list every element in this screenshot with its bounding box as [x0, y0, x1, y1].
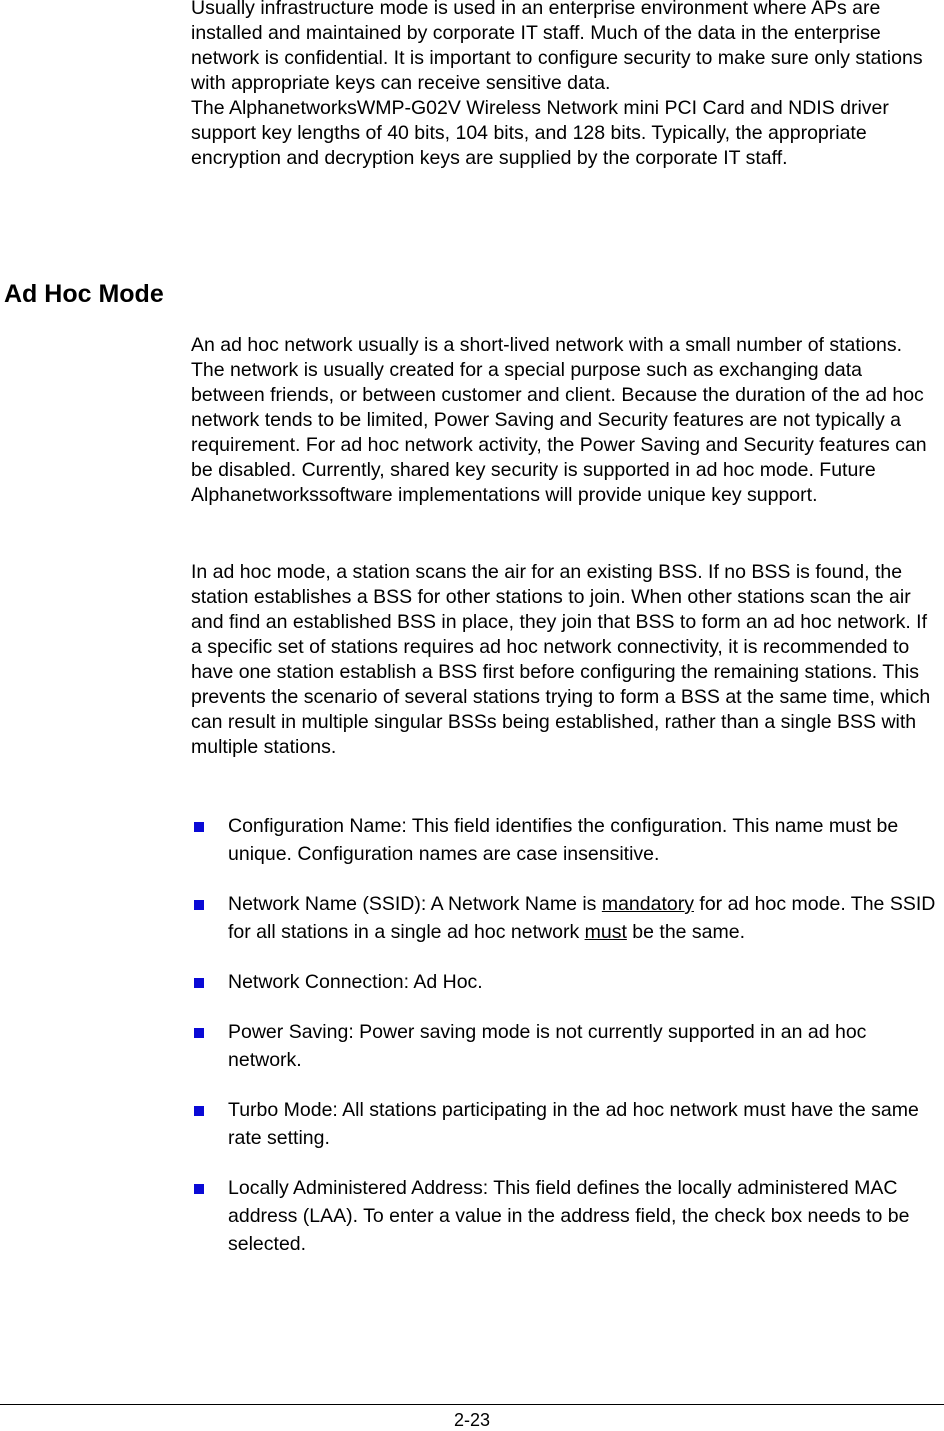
intro-text	[191, 0, 939, 171]
footer-divider	[0, 1404, 944, 1405]
square-bullet-icon	[194, 1028, 204, 1038]
bullet-text: Power Saving: Power saving mode is not currently supported in an ad hoc network.	[228, 1021, 867, 1071]
intro-paragraph-1: Usually infrastructure mode is used in an enterprise environment where APs are installed and maintained by corporate IT staff. Much of the data in the enterprise network is confidential. It is important to configure security to make sure only stations with appropriate keys can receive sensitive data.	[191, 0, 923, 94]
bullet-network-connection	[191, 968, 939, 996]
square-bullet-icon	[194, 900, 204, 910]
square-bullet-icon	[194, 1184, 204, 1194]
underlined-mandatory: mandatory	[601, 893, 694, 915]
bullet-text: Network Connection: Ad Hoc.	[228, 971, 483, 993]
bullet-text: Configuration Name: This field identifies the configuration. This name must be unique. Configuration names are case insensitive.	[228, 815, 899, 865]
bullet-text-part: be the same.	[626, 921, 746, 943]
bullet-network-name	[191, 890, 939, 946]
bullet-text: Locally Administered Address: This field defines the locally administered MAC address (LAA). To enter a value in the address field, the check box needs to be selected.	[228, 1177, 910, 1255]
bullet-text: Turbo Mode: All stations participating in the ad hoc network must have the same rate setting.	[228, 1099, 919, 1149]
settings-bullet-list	[191, 812, 939, 1280]
page-number: 2-23	[453, 1410, 491, 1430]
bullet-text-part: Network Name (SSID): A Network Name is	[228, 893, 602, 915]
square-bullet-icon	[194, 978, 204, 988]
bullet-turbo-mode	[191, 1096, 939, 1152]
bullet-text-part: for ad hoc mode. The SSID for all stations in a single ad hoc network	[228, 893, 936, 943]
bullet-power-saving	[191, 1018, 939, 1074]
section-heading: Ad Hoc Mode	[4, 280, 164, 308]
bullet-configuration-name	[191, 812, 939, 868]
intro-paragraph-2: The AlphanetworksWMP-G02V Wireless Network mini PCI Card and NDIS driver support key lengths of 40 bits, 104 bits, and 128 bits. Typically, the appropriate encryption and decryption keys are supplied by the corporate IT staff.	[191, 97, 889, 169]
bullet-locally-administered-address	[191, 1174, 939, 1258]
square-bullet-icon	[194, 1106, 204, 1116]
underlined-must: must	[584, 921, 627, 943]
square-bullet-icon	[194, 822, 204, 832]
section-paragraph-1: An ad hoc network usually is a short-lived network with a small number of stations. The network is usually created for a special purpose such as exchanging data between friends, or between customer and client. Because the duration of the ad hoc network tends to be limited, Power Saving and Security features are not typically a requirement. For ad hoc network activity, the Power Saving and Security features can be disabled. Currently, shared key security is supported in ad hoc mode. Future Alphanetworkssoftware implementations will provide unique key support.	[191, 334, 927, 506]
section-paragraph-2: In ad hoc mode, a station scans the air for an existing BSS. If no BSS is found, the station establishes a BSS for other stations to join. When other stations scan the air and find an established BSS in place, they join that BSS to form an ad hoc network. If a specific set of stations requires ad hoc network connectivity, it is recommended to have one station establish a BSS first before configuring the remaining stations. This prevents the scenario of several stations trying to form a BSS at the same time, which can result in multiple singular BSSs being established, rather than a single BSS with multiple stations.	[191, 561, 931, 758]
